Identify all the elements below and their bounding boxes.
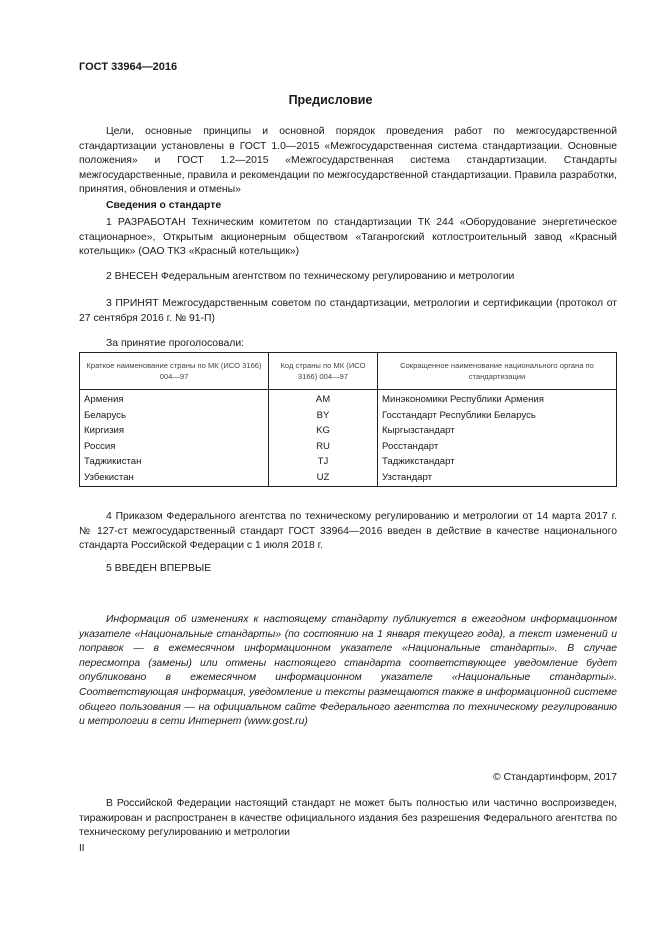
document-code: ГОСТ 33964—2016 <box>79 61 178 73</box>
country-cell: Узбекистан <box>80 470 269 486</box>
authority-cell: Узстандарт <box>378 470 617 486</box>
section-heading: Сведения о стандарте <box>106 200 222 211</box>
voting-table <box>79 352 617 487</box>
authority-cell: Росстандарт <box>378 439 617 455</box>
country-cell: Россия <box>80 439 269 455</box>
copyright: © Стандартинформ, 2017 <box>492 772 617 783</box>
table-row <box>80 390 617 408</box>
header-code: Код страны по МК (ИСО 3166) 004—97 <box>269 353 378 390</box>
authority-cell: Кыргызстандарт <box>378 423 617 439</box>
code-cell: KG <box>269 423 378 439</box>
item-first-introduced: 5 ВВЕДЕН ВПЕРВЫЕ <box>106 563 212 574</box>
item-introduced: 2 ВНЕСЕН Федеральным агентством по техническому регулированию и метрологии <box>106 271 515 282</box>
item-developed: 1 РАЗРАБОТАН Техническим комитетом по стандартизации ТК 244 «Оборудование энергетическое стационарное», Открытым акционерным обществом «Таганрогский котлостроительный завод «Красный котельщик» (ОАО ТКЗ «Красный котельщик») <box>79 217 617 258</box>
table-row <box>80 439 617 455</box>
authority-cell: Госстандарт Республики Беларусь <box>378 408 617 424</box>
table-row <box>80 470 617 486</box>
table-row <box>80 423 617 439</box>
reproduction-notice: В Российской Федерации настоящий стандарт не может быть полностью или частично воспроизведен, тиражирован и распространен в качестве официального издания без разрешения Федерального агентства по техническому регулированию и метрологии <box>79 798 617 839</box>
country-cell: Таджикистан <box>80 454 269 470</box>
info-notice: Информация об изменениях к настоящему стандарту публикуется в ежегодном информационном указателе «Национальные стандарты» (по состоянию на 1 января текущего года), а текст изменений и поправок — в ежемесячном информационном указателе «Национальные стандарты». В случае пересмотра (замены) или отмены настоящего стандарта соответствующее уведомление будет опубликовано в ежемесячном информационном указателе «Национальные стандарты». Соответствующая информация, уведомление и тексты размещаются также в информационной системе общего пользования — на официальном сайте Федерального агентства по техническому регулированию и метрологии в сети Интернет (www.gost.ru) <box>79 614 617 728</box>
code-cell: BY <box>269 408 378 424</box>
intro-paragraph: Цели, основные принципы и основной порядок проведения работ по межгосударственной стандартизации установлены в ГОСТ 1.0—2015 «Межгосударственная система стандартизации. Основные положения» и ГОСТ 1.2—2015 «Межгосударственная система стандартизации. Стандарты межгосударственные, правила и рекомендации по межгосударственной стандартизации. Правила разработки, принятия, обновления и отмены» <box>79 126 617 196</box>
authority-cell: Таджикстандарт <box>378 454 617 470</box>
country-cell: Армения <box>80 390 269 408</box>
table-row <box>80 408 617 424</box>
table-row <box>80 454 617 470</box>
country-cell: Киргизия <box>80 423 269 439</box>
code-cell: TJ <box>269 454 378 470</box>
item-order: 4 Приказом Федерального агентства по техническому регулированию и метрологии от 14 марта 2017 г. № 127-ст межгосударственный стандарт ГОСТ 33964—2016 введен в действие в качестве национального стандарта Российской Федерации с 1 июля 2018 г. <box>79 511 617 552</box>
page-title: Предисловие <box>288 93 373 107</box>
header-authority: Сокращенное наименование национального органа по стандартизации <box>378 353 617 390</box>
code-cell: UZ <box>269 470 378 486</box>
code-cell: AM <box>269 390 378 408</box>
header-country: Краткое наименование страны по МК (ИСО 3166) 004—97 <box>80 353 269 390</box>
table-header-row <box>80 353 617 390</box>
item-adopted: 3 ПРИНЯТ Межгосударственным советом по стандартизации, метрологии и сертификации (протокол от 27 сентября 2016 г. № 91-П) <box>79 298 617 324</box>
code-cell: RU <box>269 439 378 455</box>
authority-cell: Минэкономики Республики Армения <box>378 390 617 408</box>
vote-label: За принятие проголосовали: <box>106 338 245 349</box>
page-number: II <box>79 843 85 854</box>
country-cell: Беларусь <box>80 408 269 424</box>
